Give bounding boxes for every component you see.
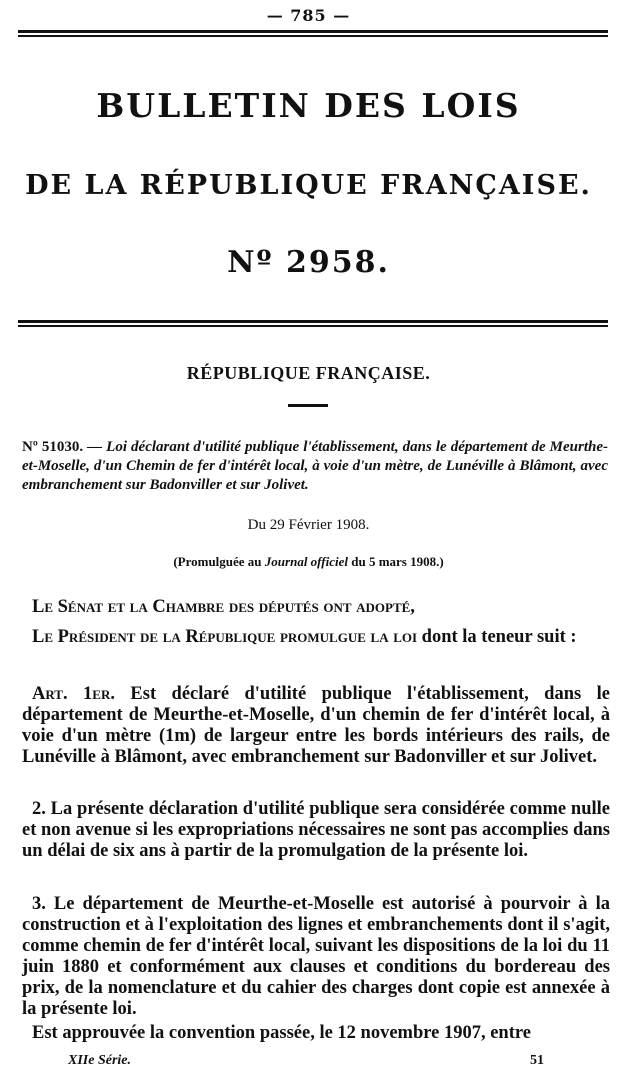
article-1 xyxy=(22,684,610,768)
section-heading: RÉPUBLIQUE FRANÇAISE. xyxy=(186,363,431,383)
series-label: XIIe Série. xyxy=(68,1053,131,1068)
article-2: 2. La présente déclaration d'utilité publique sera considérée comme nulle et non avenue si les expropriations nécessaires ne sont pas accomplies dans un délai de six ans à partir de la promulgation de la présente loi. xyxy=(22,799,610,861)
republic-title: DE LA RÉPUBLIQUE FRANÇAISE. xyxy=(25,170,592,201)
bulletin-number: Nº 2958. xyxy=(227,245,390,280)
president-paragraph: Le Président de la République promulgue la loi dont la teneur suit : xyxy=(32,627,577,647)
heading-dash xyxy=(288,404,328,407)
top-double-rule xyxy=(18,30,608,37)
bulletin-title: BULLETIN DES LOIS xyxy=(96,86,521,125)
senat-paragraph: Le Sénat et la Chambre des députés ont adopté, xyxy=(32,597,415,617)
law-summary xyxy=(22,438,608,495)
law-summary-text: — Loi déclarant d'utilité publique l'établissement, dans le département de Meurthe-et-Moselle, d'un Chemin de fer d'intérêt local, à voie d'un mètre, de Lunéville à Blâmont, avec embranchement sur Badonviller et sur Jolivet. xyxy=(22,439,608,493)
convention-paragraph: Est approuvée la convention passée, le 12 novembre 1907, entre xyxy=(32,1023,531,1043)
middle-double-rule xyxy=(18,320,608,327)
article-3: 3. Le département de Meurthe-et-Moselle est autorisé à pourvoir à la construction et à l'exploitation des lignes et embranchements dont il s'agit, comme chemin de fer d'intérêt local, suivant les dispositions de la loi du 11 juin 1880 et conformément aux clauses et conditions du bordereau des prix, de la nomenclature et du cahier des charges dont copie est annexée à la présente loi. xyxy=(22,894,610,1019)
journal-name: Journal officiel xyxy=(264,554,348,569)
page-number: — 785 — xyxy=(266,6,351,25)
signature-number: 51 xyxy=(530,1053,544,1068)
article-1-label: Art. 1er. xyxy=(32,684,115,704)
promulgation-note: (Promulguée au Journal officiel du 5 mars 1908.) xyxy=(173,554,444,569)
law-date: Du 29 Février 1908. xyxy=(247,517,370,533)
article-1-text: Est déclaré d'utilité publique l'établissement, dans le département de Meurthe-et-Moselle, d'un chemin de fer d'intérêt local, à voie d'un mètre (1m) de largeur entre les bords intérieurs des rails, de Lunéville à Blâmont, avec embranchement sur Badonviller et sur Jolivet. xyxy=(22,684,610,767)
law-number: Nº 51030. xyxy=(22,439,84,455)
